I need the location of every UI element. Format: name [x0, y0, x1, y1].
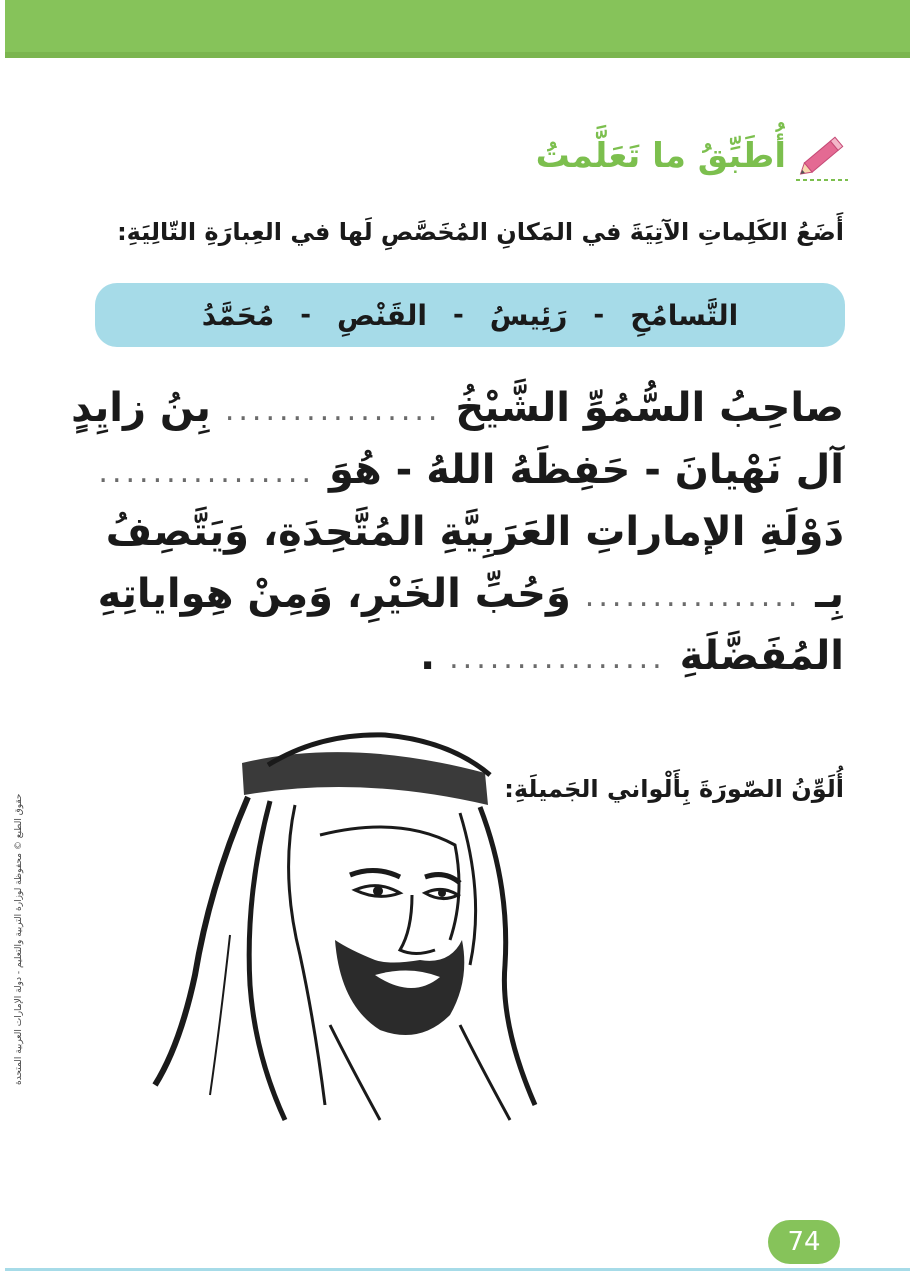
sentence-line-2 — [98, 447, 844, 493]
word-bank — [95, 283, 845, 347]
line-text: آل نَهْيانَ - حَفِظَهُ اللهُ - هُوَ — [328, 447, 844, 493]
line-text: بِـ — [815, 571, 844, 617]
word-separator: - — [452, 300, 464, 330]
top-bar-shadow — [5, 52, 910, 58]
line-text: المُفَضَّلَةِ — [679, 633, 844, 679]
sentence-line-5 — [420, 633, 844, 679]
line-text: وَحُبِّ الخَيْرِ، وَمِنْ هِواياتِهِ — [97, 571, 571, 617]
word-separator: - — [300, 300, 312, 330]
coloring-instruction: أُلَوِّنُ الصّورَةَ بِأَلْواني الجَميلَةِ: — [504, 775, 844, 803]
pencil-icon — [794, 128, 850, 184]
top-color-bar — [5, 0, 910, 58]
word-separator: - — [593, 300, 605, 330]
line-text: بِنُ زايِدٍ — [71, 385, 211, 431]
fill-blank[interactable]: ................ — [449, 640, 666, 676]
portrait-coloring-illustration[interactable] — [150, 725, 545, 1125]
fill-blank[interactable]: ................ — [98, 454, 315, 490]
sentence-line-3 — [106, 509, 844, 555]
fill-blank[interactable]: ................ — [584, 578, 802, 614]
word-bank-item: القَنْصِ — [337, 298, 427, 332]
exercise-instruction: أَضَعُ الكَلِماتِ الآتِيَةَ في المَكانِ المُخَصَّصِ لَها في العِبارَةِ التّالِيَةِ: — [117, 218, 844, 246]
sentence-line-4 — [98, 571, 844, 617]
sentence-line-1 — [71, 385, 844, 431]
copyright-note: حقوق الطبع © محفوظة لوزارة التربية والتعليم - دولة الإمارات العربية المتحدة — [14, 793, 24, 1085]
word-bank-item: مُحَمَّدُ — [201, 298, 275, 332]
line-end-mark: . — [420, 633, 436, 679]
section-title: أُطَبِّقُ ما تَعَلَّمتُ — [535, 136, 786, 176]
fill-blank[interactable]: ................ — [224, 392, 442, 428]
page-number: 74 — [768, 1220, 840, 1264]
line-text: دَوْلَةِ الإماراتِ العَرَبِيَّةِ المُتَّحِدَةِ، وَيَتَّصِفُ — [105, 509, 844, 555]
word-bank-item: رَئِيسُ — [489, 298, 568, 332]
word-bank-item: التَّسامُحِ — [630, 298, 739, 332]
line-text: صاحِبُ السُّمُوِّ الشَّيْخُ — [455, 385, 844, 431]
section-heading — [536, 128, 850, 184]
bottom-border — [5, 1268, 910, 1271]
